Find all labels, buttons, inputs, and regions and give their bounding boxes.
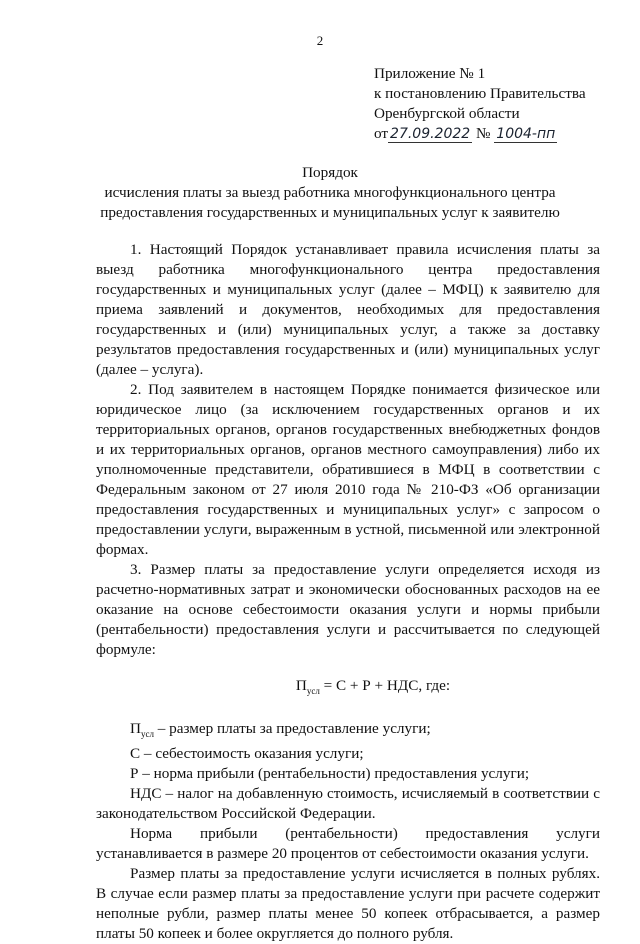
appendix-line-3: Оренбургской области	[374, 105, 520, 122]
number-prefix: №	[476, 125, 491, 142]
formula-rest: = С + Р + НДС, где:	[319, 677, 451, 694]
definition-1-symbol: П	[130, 720, 141, 738]
paragraph-2: 2. Под заявителем в настоящем Порядке понимается физическое или юридическое лицо (за исключением государственных органов и их территориальных органов, органов государственных внебюджетных фондов и их территориальных органов, органов местного самоуправления) либо их уполномоченные представители, обратившиеся в МФЦ в соответствии с Федеральным законом от 27 июля 2010 года № 210-ФЗ «Об организации предоставления государственных и муниципальных услуг» с запросом о предоставлении услуги, выраженным в устной, письменной или электронной формах.	[96, 381, 600, 558]
definition-1-subscript: усл	[140, 729, 154, 740]
closing-paragraph-1: Норма прибыли (рентабельности) предоставления услуги устанавливается в размере 20 процентов от себестоимости оказания услуги.	[96, 825, 600, 863]
definitions-list	[96, 719, 600, 824]
definition-4: НДС – налог на добавленную стоимость, исчисляемый в соответствии с законодательством Российской Федерации.	[96, 785, 600, 823]
title-line-3: предоставления государственных и муниципальных услуг к заявителю	[100, 204, 560, 221]
formula-symbol: П	[295, 677, 307, 694]
definition-2: С – себестоимость оказания услуги;	[130, 745, 364, 763]
document-title	[60, 163, 600, 223]
document-body	[96, 240, 600, 944]
title-line-2: исчисления платы за выезд работника многофункционального центра	[104, 184, 556, 201]
appendix-line-2: к постановлению Правительства	[374, 85, 586, 102]
appendix-date-line	[374, 124, 586, 144]
closing-paragraph-2: Размер платы за предоставление услуги исчисляется в полных рублях. В случае если размер платы за предоставление услуги при расчете содержит неполные рубли, размер платы менее 50 копеек отбрасывается, а размер платы 50 копеек и более округляется до полного рубля.	[96, 865, 600, 943]
paragraph-1: 1. Настоящий Порядок устанавливает правила исчисления платы за выезд работника многофункционального центра предоставления государственных и муниципальных услуг (далее – МФЦ) к заявителю для приема заявлений и документов, необходимых для предоставления государственных и (или) муниципальных услуг, а также за доставку результатов предоставления государственных и (или) муниципальных услуг (далее – услуга).	[96, 241, 600, 378]
paragraph-3: 3. Размер платы за предоставление услуги определяется исходя из расчетно-нормативных затрат и экономически обоснованных расходов на ее оказание на основе себестоимости оказания услуги и нормы прибыли (рентабельности) предоставления услуги и рассчитывается по следующей формуле:	[96, 561, 600, 658]
definition-1-text: – размер платы за предоставление услуги;	[153, 720, 431, 738]
appendix-line-1: Приложение № 1	[374, 65, 486, 82]
title-line-1: Порядок	[302, 164, 358, 181]
definition-1	[96, 719, 600, 744]
page-number: 2	[316, 33, 324, 48]
definition-3: Р – норма прибыли (рентабельности) предоставления услуги;	[130, 765, 530, 783]
handwritten-date: 27.09.2022	[390, 126, 471, 142]
formula-subscript: усл	[306, 686, 320, 697]
appendix-header	[374, 64, 586, 144]
date-prefix: от	[374, 125, 389, 142]
formula	[96, 676, 600, 701]
handwritten-number: 1004-пп	[496, 126, 556, 142]
